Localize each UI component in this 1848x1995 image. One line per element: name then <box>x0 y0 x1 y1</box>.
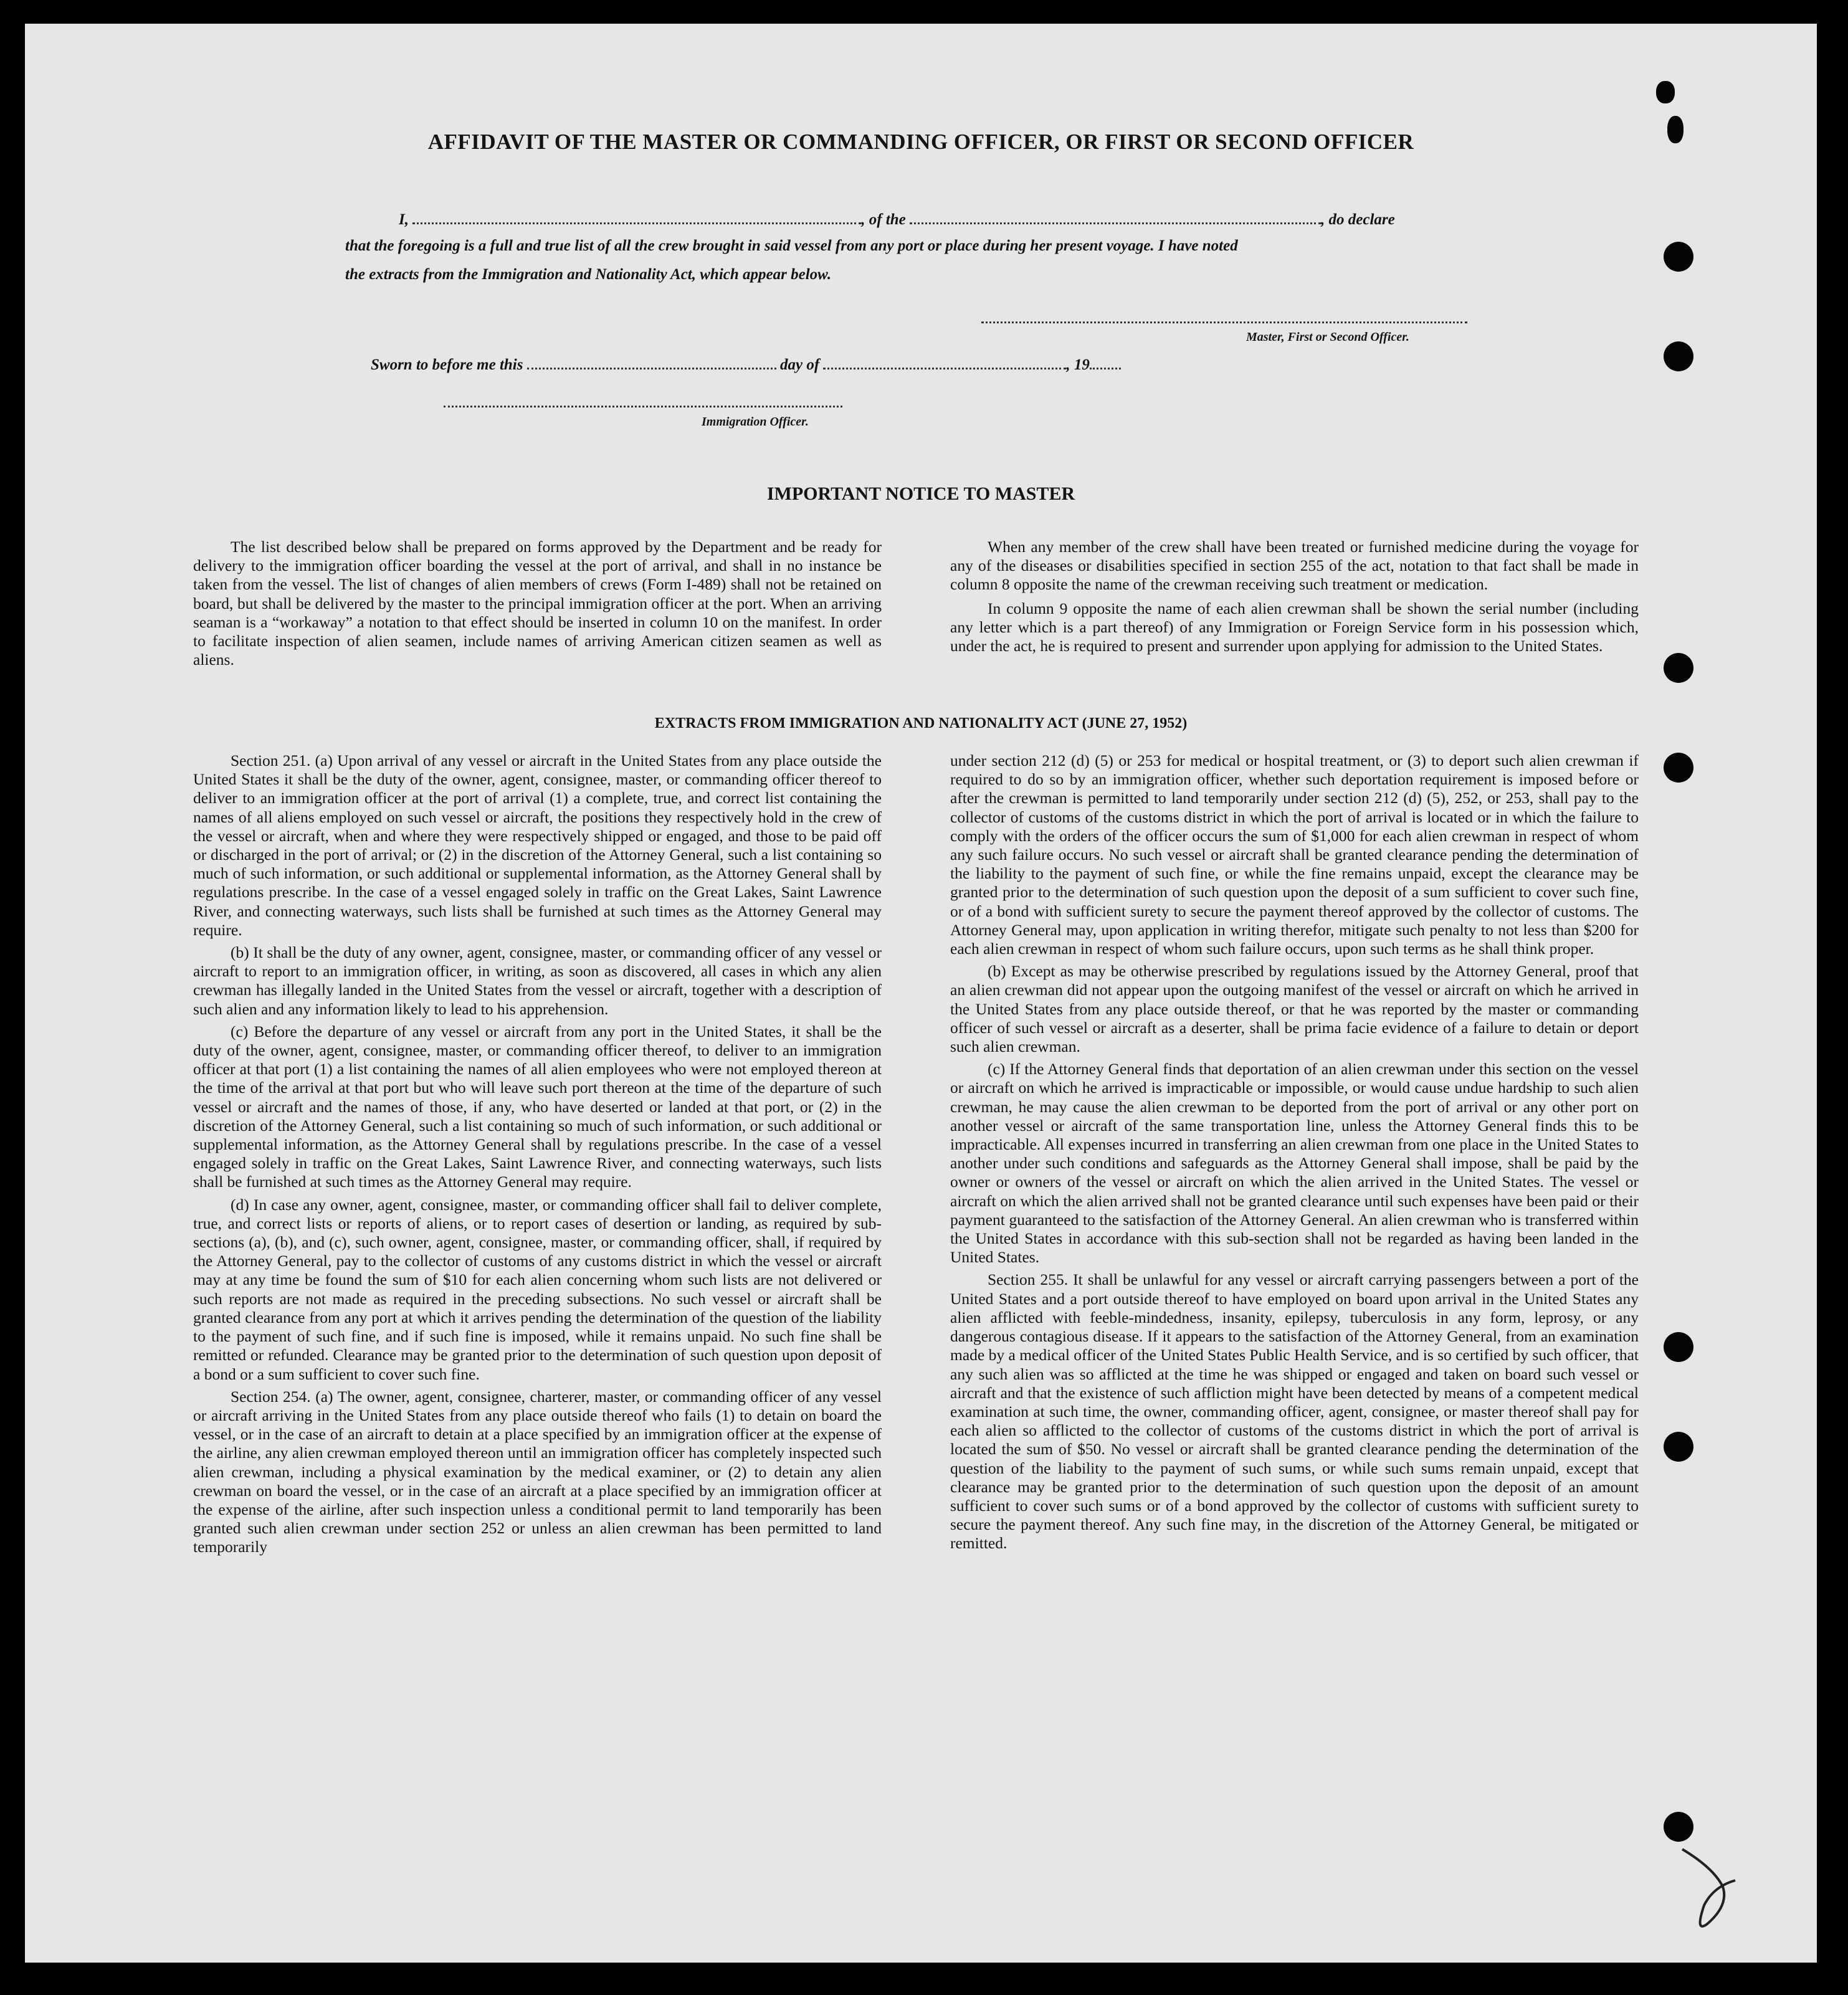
sworn-day-of: day of <box>779 356 820 373</box>
document-page <box>25 24 1817 1963</box>
punch-hole <box>1664 1332 1693 1362</box>
declaration-line <box>399 209 1395 229</box>
extracts-right-column <box>950 751 1639 1557</box>
declaration-i: I, <box>399 211 409 228</box>
vessel-field[interactable] <box>910 209 1321 224</box>
officer-signature-label: Immigration Officer. <box>702 415 809 429</box>
declaration-declare: , do declare <box>1321 211 1395 228</box>
notice-paragraph: In column 9 opposite the name of each alien crewman shall be shown the serial number (including any letter which is a part thereof) of any Immigration or Foreign Service form in his possession which, under the act, he is required to present and surrender upon applying for admission to the United States. <box>950 599 1639 655</box>
declaration-of-the: , of the <box>861 211 906 228</box>
extract-paragraph: (b) Except as may be otherwise prescribed by regulations issued by the Attorney General, proof that an alien crewman did not appear upon the outgoing manifest of the vessel or aircraft on which he arrived in the United States from any place outside thereof, or that he was reported by the master or commanding officer of such vessel or aircraft as a deserter, shall be prima facie evidence of a failure to detain or deport such alien crewman. <box>950 962 1639 1056</box>
extract-paragraph: (d) In case any owner, agent, consignee, master, or commanding officer shall fail to deliver complete, true, and correct lists or reports of aliens, or to report cases of desertion or landing, as required by sub-sections (a), (b), and (c), such owner, agent, consignee, master, or commanding officer, shall, if required by the Attorney General, pay to the collector of customs of any customs district in which the vessel or aircraft may at any time be found the sum of $10 for each alien concerning whom such lists are not delivered or such reports are not made as required in the preceding subsections. No such vessel or aircraft shall be granted clearance from any port at which it arrives pending the determination of the question of the liability to the payment of such fine, and if such fine is imposed, while it remains unpaid. No such fine shall be remitted or refunded. Clearance may be granted prior to the determination of such question upon deposit of a bond or a sum sufficient to cover such fine. <box>193 1195 882 1383</box>
sworn-year: , 19 <box>1066 356 1090 373</box>
notice-paragraph: The list described below shall be prepared on forms approved by the Department and be ready for delivery to the immigration officer boarding the vessel at the port of arrival, and shall in no instance be taken from the vessel. The list of changes of alien members of crews (Form I-489) shall not be retained on board, but shall be delivered by the master to the principal immigration officer at the port. When an arriving seaman is a “workaway” a notation to that effect should be inserted in column 10 on the manifest. In order to facilitate inspection of alien seamen, include names of arriving American citizen seamen as well as aliens. <box>193 538 882 669</box>
extract-paragraph: Section 254. (a) The owner, agent, consignee, charterer, master, or commanding officer of any vessel or aircraft arriving in the United States from any place outside thereof who fails (1) to detain on board the vessel, or in the case of an aircraft to detain at a place specified by an immigration officer at the expense of the airline, any alien crewman employed thereon until an immigration officer has completely inspected such alien crewman, including a physical examination by the medical examiner, or (2) to detain any alien crewman on board the vessel, or in the case of an aircraft at a place specified by an immigration officer at the expense of the airline, after such inspection unless a conditional permit to land temporarily has been granted such alien crewman under section 252 or unless an alien crewman has been permitted to land temporarily <box>193 1387 882 1556</box>
sworn-year-field[interactable] <box>1090 354 1121 369</box>
handwritten-mark <box>1676 1843 1745 1936</box>
extract-paragraph: Section 251. (a) Upon arrival of any vessel or aircraft in the United States from any place outside the United States it shall be the duty of the owner, agent, consignee, master, or commanding officer thereof to deliver to an immigration officer at the port of arrival (1) a complete, true, and correct list containing the names of all aliens employed on such vessel or aircraft, the positions they respectively hold in the crew of the vessel or aircraft, when and where they were respectively shipped or engaged, and those to be paid off or discharged in the port of arrival; or (2) in the discretion of the Attorney General, such a list containing so much of such information, or such additional or supplemental information, as the Attorney General shall by regulations prescribe. In the case of a vessel engaged solely in traffic on the Great Lakes, Saint Lawrence River, and connecting waterways, such lists shall be furnished at such times as the Attorney General may require. <box>193 751 882 939</box>
extracts-heading: EXTRACTS FROM IMMIGRATION AND NATIONALITY ACT (JUNE 27, 1952) <box>654 715 1188 731</box>
affidavit-title: AFFIDAVIT OF THE MASTER OR COMMANDING OFFICER, OR FIRST OR SECOND OFFICER <box>427 130 1414 154</box>
extract-paragraph: (c) If the Attorney General finds that deportation of an alien crewman under this section on the vessel or aircraft on which he arrived is impracticable or impossible, or would cause undue hardship to such alien crewman, he may cause the alien crewman to be deported from the port of arrival or any other port on another vessel or aircraft of the same transportation line, unless the Attorney General finds this to be impracticable. All expenses incurred in transferring an alien crewman from one place in the United States to another under such conditions and safeguards as the Attorney General shall impose, shall be paid by the owner or owners of the vessel or aircraft on which the alien arrived in the United States. The vessel or aircraft on which the alien arrived shall not be granted clearance until such expenses have been paid or their payment guaranteed to the satisfaction of the Attorney General. An alien crewman who is transferred within the United States in accordance with this sub-section shall not be regarded as having been landed in the United States. <box>950 1060 1639 1267</box>
master-signature-label: Master, First or Second Officer. <box>1246 330 1409 344</box>
sworn-day-field[interactable] <box>527 354 776 369</box>
punch-hole <box>1664 1812 1693 1842</box>
punch-hole <box>1664 753 1693 783</box>
officer-signature-line[interactable] <box>444 406 842 407</box>
sworn-line <box>371 354 1121 374</box>
sworn-prefix: Sworn to before me this <box>371 356 523 373</box>
extract-paragraph: (c) Before the departure of any vessel or aircraft from any port in the United States, it shall be the duty of the owner, agent, consignee, master, or commanding officer thereof, to deliver to an immigration officer at that port (1) a list containing the names of all alien employees who were not employed thereon at the time of the arrival at that port but who will leave such port thereon at the time of the departure of such vessel or aircraft and the names of those, if any, who have deserted or landed at that port, or (2) in the discretion of the Attorney General, such a list containing so much of such information, or such additional or supplemental information, as the Attorney General shall by regulations prescribe. In the case of a vessel engaged solely in traffic on the Great Lakes, Saint Lawrence River, and connecting waterways, such lists shall be furnished at such times as the Attorney General may require. <box>193 1022 882 1191</box>
punch-hole <box>1664 1432 1693 1462</box>
extract-paragraph: under section 212 (d) (5) or 253 for medical or hospital treatment, or (3) to deport such alien crewman if required to do so by an immigration officer, whether such deportation requirement is imposed before or after the crewman is permitted to land temporarily under section 212 (d) (5), 252, or 253, shall pay to the collector of customs of the customs district in which the port of arrival is located or in which the failure to comply with the orders of the officer occurs the sum of $1,000 for each alien crewman in respect of whom any such failure occurs. No such vessel or aircraft shall be granted clearance pending the determination of the liability to the payment of such fine, or while the fine remains unpaid, except the clearance may be granted prior to the determination of such question upon the deposit of a sum sufficient to cover such fine, or of a bond with sufficient surety to secure the payment thereof approved by the collector of customs. The Attorney General may, upon application in writing therefor, mitigate such penalty to not less than $200 for each alien crewman in respect of whom such failure occurs, upon such terms as he shall think proper. <box>950 751 1639 958</box>
extract-paragraph: (b) It shall be the duty of any owner, agent, consignee, master, or commanding officer of any vessel or aircraft to report to an immigration officer, in writing, as soon as discovered, all cases in which any alien crewman has illegally landed in the United States from the vessel or aircraft, together with a description of such alien and any information likely to lead to his apprehension. <box>193 943 882 1018</box>
punch-hole <box>1664 653 1693 683</box>
name-field[interactable] <box>412 209 861 224</box>
ink-mark <box>1656 81 1675 103</box>
sworn-month-field[interactable] <box>823 354 1066 369</box>
notice-heading: IMPORTANT NOTICE TO MASTER <box>766 483 1075 504</box>
extract-paragraph: Section 255. It shall be unlawful for any vessel or aircraft carrying passengers between a port of the United States and a port outside thereof to have employed on board upon arrival in the United States any alien afflicted with feeble-mindedness, insanity, epilepsy, tuberculosis in any form, leprosy, or any dangerous contagious disease. If it appears to the satisfaction of the Attorney General, from an examination made by a medical officer of the United States Public Health Service, and is so certified by such officer, that any such alien was so afflicted at the time he was shipped or engaged and taken on board such vessel or aircraft and that the existence of such affliction might have been detected by means of a competent medical examination at such time, the owner, commanding officer, agent, consignee, or master thereof shall pay for each alien so afflicted to the collector of customs of the customs district in which the port of arrival is located the sum of $50. No vessel or aircraft shall be granted clearance pending the determination of the question of the liability to the payment of such sums, or while such sums remain unpaid, except that clearance may be granted prior to the determination of such question upon the deposit of an amount sufficient to cover such sums or of a bond approved by the collector of customs with sufficient surety to secure the payment thereof. Any such fine may, in the discretion of the Attorney General, be mitigated or remitted. <box>950 1270 1639 1553</box>
notice-paragraph: When any member of the crew shall have been treated or furnished medicine during the voyage for any of the diseases or disabilities specified in section 255 of the act, notation to that fact shall be made in column 8 opposite the name of the crewman receiving such treatment or medication. <box>950 538 1639 594</box>
punch-hole <box>1664 341 1693 371</box>
master-signature-line[interactable] <box>981 321 1467 323</box>
statement-line-2: the extracts from the Immigration and Nationality Act, which appear below. <box>345 266 832 283</box>
notice-left-column <box>193 538 882 673</box>
statement-line-1: that the foregoing is a full and true list of all the crew brought in said vessel from any port or place during her present voyage. I have noted <box>345 237 1238 254</box>
extracts-left-column <box>193 751 882 1561</box>
notice-right-column <box>950 538 1639 659</box>
